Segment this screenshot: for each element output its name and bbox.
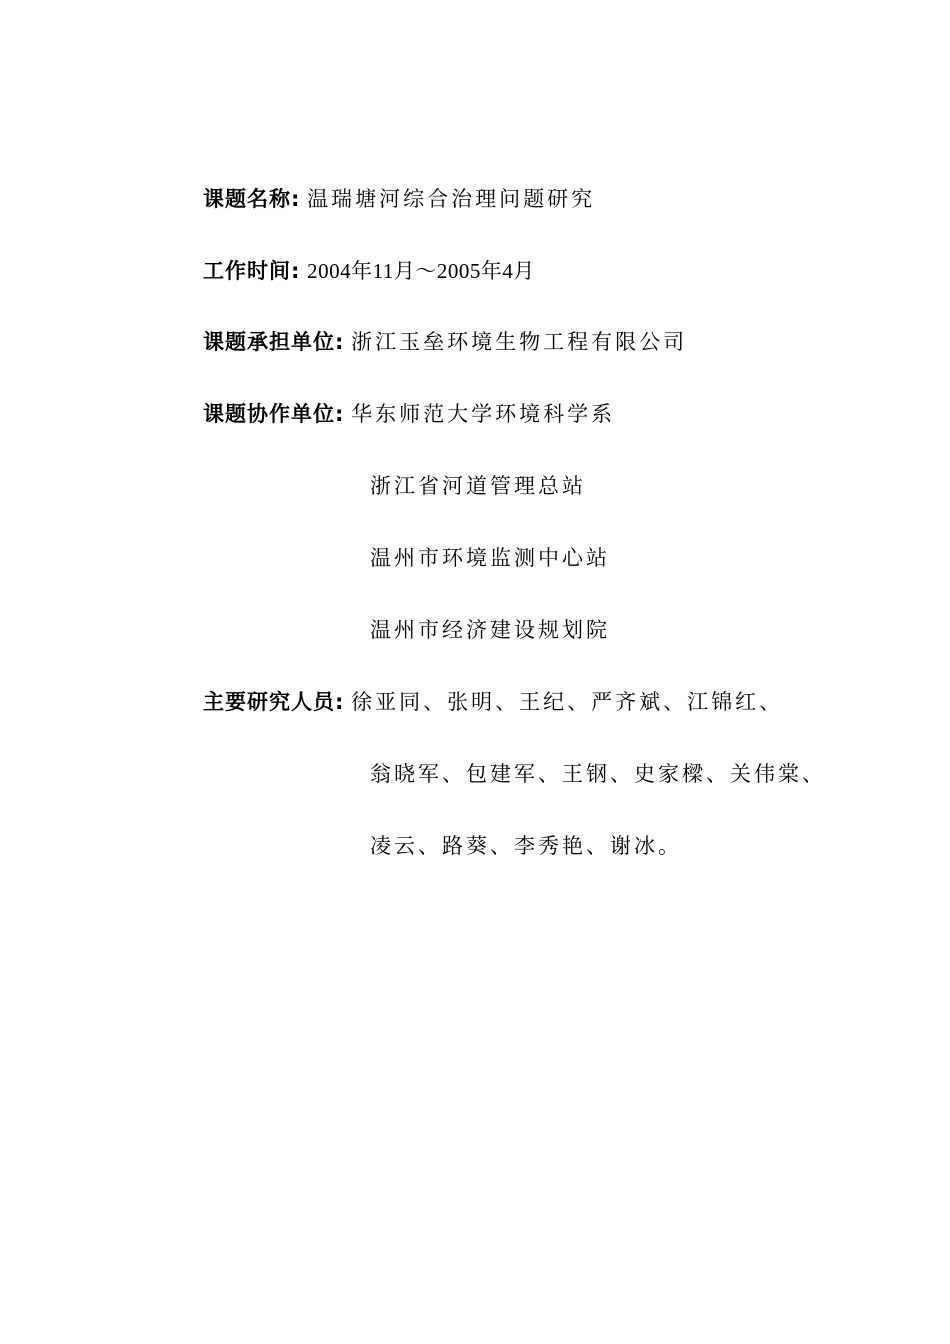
researchers-line: 翁晓军、包建军、王钢、史家樑、关伟棠、 [370, 762, 826, 786]
collaborating-unit-item: 温州市经济建设规划院 [370, 618, 610, 642]
collaborating-unit-item: 华东师范大学环境科学系 [351, 402, 616, 426]
work-period-row [203, 251, 535, 291]
researchers-line-row [370, 826, 682, 866]
collaborating-unit-item: 浙江省河道管理总站 [370, 474, 586, 498]
collaborating-unit-line [370, 466, 586, 506]
researchers-line: 凌云、路葵、李秀艳、谢冰。 [370, 834, 682, 858]
collaborating-unit-line [370, 610, 610, 650]
researchers-line-row [370, 754, 826, 794]
undertaking-unit-value: 浙江玉垒环境生物工程有限公司 [351, 330, 688, 354]
project-name-value: 温瑞塘河综合治理问题研究 [307, 187, 596, 211]
project-name-row [203, 179, 595, 219]
collaborating-unit-label: 课题协作单位: [203, 402, 345, 426]
project-name-label: 课题名称: [203, 187, 301, 211]
undertaking-unit-label: 课题承担单位: [203, 330, 345, 354]
work-period-value: 2004年11月～2005年4月 [307, 259, 535, 283]
undertaking-unit-row [203, 322, 687, 362]
collaborating-unit-line [370, 538, 610, 578]
collaborating-unit-item: 温州市环境监测中心站 [370, 546, 610, 570]
main-researchers-label: 主要研究人员: [203, 690, 345, 714]
researchers-line: 徐亚同、张明、王纪、严齐斌、江锦红、 [351, 690, 784, 714]
collaborating-unit-row [203, 394, 615, 434]
main-researchers-row [203, 682, 783, 722]
work-period-label: 工作时间: [203, 259, 301, 283]
